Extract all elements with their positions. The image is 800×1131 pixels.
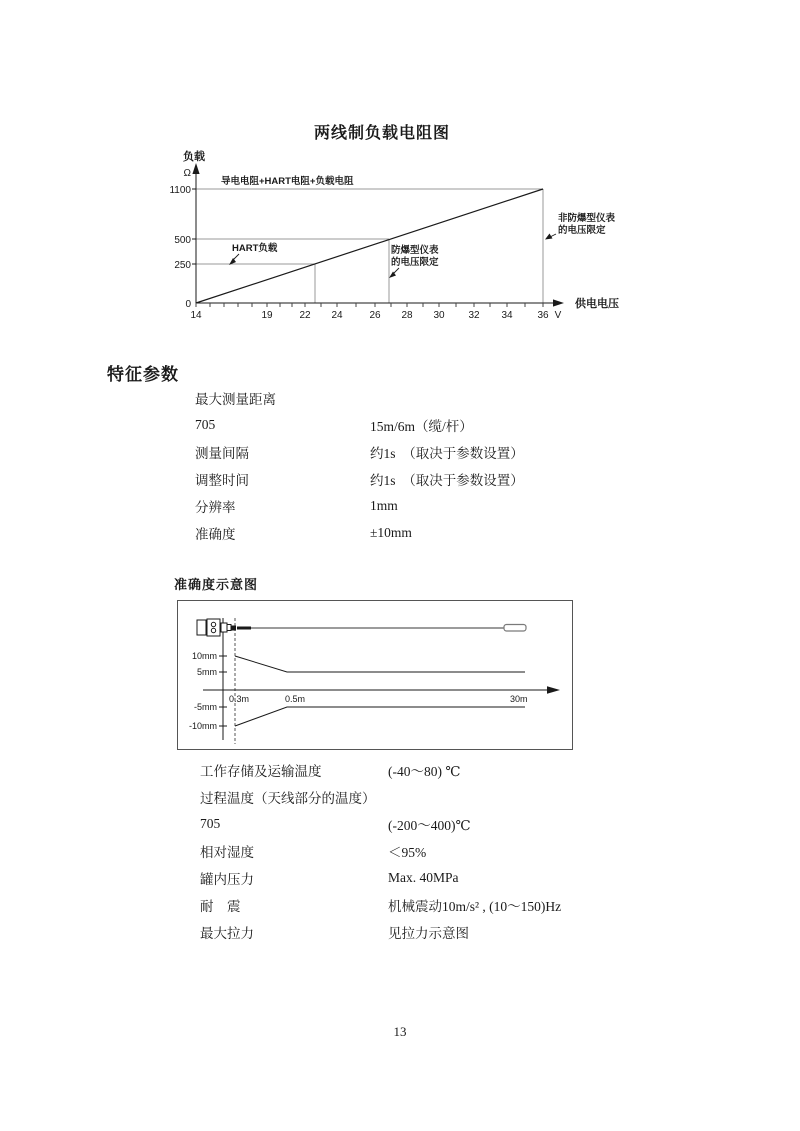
param-group-header: 最大测量距离 bbox=[195, 391, 276, 407]
x-axis-arrow bbox=[553, 299, 564, 306]
param-label: 测量间隔 bbox=[195, 445, 249, 461]
acc-y-label-m5: -5mm bbox=[194, 702, 217, 712]
x-tick-32: 32 bbox=[468, 310, 480, 321]
param-label: 相对湿度 bbox=[200, 844, 254, 860]
param-label: 705 bbox=[195, 416, 216, 432]
characteristic-params-table bbox=[195, 384, 615, 546]
table-row bbox=[200, 918, 630, 945]
environment-params-table bbox=[200, 756, 630, 945]
x-tick-19: 19 bbox=[261, 310, 273, 321]
accuracy-diagram-heading: 准确度示意图 bbox=[174, 577, 259, 592]
table-row bbox=[200, 891, 630, 918]
section-heading-characteristic-params: 特征参数 bbox=[107, 365, 179, 384]
param-value: 见拉力示意图 bbox=[388, 925, 469, 941]
top-line-annotation: 导电电阻+HART电阻+负载电阻 bbox=[221, 176, 354, 187]
param-value: 约1s （取决于参数设置） bbox=[370, 472, 524, 488]
table-row bbox=[195, 411, 615, 438]
cable-end-weight bbox=[504, 625, 526, 632]
x-tick-34: 34 bbox=[501, 310, 513, 321]
param-value: (-40～80) ℃ bbox=[388, 763, 461, 779]
y-tick-500: 500 bbox=[174, 235, 191, 246]
ex-limit-label-line1: 防爆型仪表 bbox=[391, 245, 439, 256]
param-value: ＜95% bbox=[388, 844, 427, 860]
acc-x-label-05m: 0.5m bbox=[285, 694, 306, 704]
accuracy-diagram-border bbox=[178, 601, 573, 750]
y-axis bbox=[192, 163, 200, 303]
param-label: 过程温度（天线部分的温度） bbox=[200, 790, 376, 806]
x-axis-ticks bbox=[196, 303, 543, 307]
y-tick-250: 250 bbox=[174, 260, 191, 271]
y-tick-0: 0 bbox=[185, 299, 191, 310]
accuracy-diagram bbox=[177, 600, 573, 750]
param-label: 最大拉力 bbox=[200, 925, 254, 941]
param-value: (-200～400)℃ bbox=[388, 817, 471, 833]
param-label: 分辨率 bbox=[195, 499, 236, 515]
x-tick-labels bbox=[190, 310, 561, 321]
param-label: 工作存储及运输温度 bbox=[200, 763, 322, 779]
ex-limit-annotation bbox=[389, 244, 439, 278]
acc-y-label-m10: -10mm bbox=[188, 721, 217, 731]
x-unit-label: V bbox=[554, 310, 562, 321]
y-axis-title: 负载 bbox=[183, 151, 205, 163]
y-axis-arrow bbox=[192, 163, 199, 174]
x-tick-14: 14 bbox=[190, 310, 202, 321]
param-value: ±10mm bbox=[370, 524, 412, 540]
table-row bbox=[200, 810, 630, 837]
load-resistance-chart bbox=[155, 145, 635, 340]
param-value: 1mm bbox=[370, 497, 398, 513]
table-row bbox=[200, 864, 630, 891]
table-row bbox=[200, 837, 630, 864]
non-ex-limit-annotation bbox=[545, 212, 616, 240]
acc-y-label-p10: 10mm bbox=[191, 651, 217, 661]
table-row bbox=[200, 756, 630, 783]
hart-load-label: HART负载 bbox=[232, 243, 278, 254]
x-tick-36: 36 bbox=[537, 310, 549, 321]
acc-x-label-30m: 30m bbox=[510, 694, 528, 704]
param-label: 705 bbox=[200, 815, 221, 831]
param-label: 准确度 bbox=[195, 526, 236, 542]
y-unit-label: Ω bbox=[183, 168, 191, 179]
table-row bbox=[200, 783, 630, 810]
x-axis bbox=[196, 299, 564, 307]
param-label: 调整时间 bbox=[195, 472, 249, 488]
page-number: 13 bbox=[393, 1024, 407, 1039]
non-ex-limit-label-line2: 的电压限定 bbox=[558, 225, 606, 236]
table-row bbox=[195, 384, 615, 411]
table-row bbox=[195, 519, 615, 546]
ex-limit-label-line2: 的电压限定 bbox=[391, 257, 439, 268]
x-tick-22: 22 bbox=[299, 310, 311, 321]
table-row bbox=[195, 438, 615, 465]
table-row bbox=[195, 465, 615, 492]
table-row bbox=[195, 492, 615, 519]
param-label: 耐 震 bbox=[200, 898, 241, 914]
param-label: 罐内压力 bbox=[200, 871, 254, 887]
x-axis-title: 供电电压 bbox=[575, 298, 619, 310]
non-ex-limit-label-line1: 非防爆型仪表 bbox=[558, 213, 616, 224]
param-value: 机械震动10m/s² , (10～150)Hz bbox=[388, 898, 562, 914]
y-tick-1100: 1100 bbox=[169, 185, 191, 196]
acc-x-label-03m: 0.3m bbox=[229, 694, 250, 704]
hart-load-annotation bbox=[229, 242, 278, 265]
load-chart-title: 两线制负载电阻图 bbox=[314, 125, 451, 142]
x-tick-24: 24 bbox=[331, 310, 343, 321]
x-tick-26: 26 bbox=[369, 310, 381, 321]
acc-y-label-p5: 5mm bbox=[197, 667, 217, 677]
param-value: Max. 40MPa bbox=[388, 869, 459, 885]
x-tick-30: 30 bbox=[433, 310, 445, 321]
x-tick-28: 28 bbox=[401, 310, 413, 321]
param-value: 15m/6m（缆/杆） bbox=[370, 418, 473, 434]
param-value: 约1s （取决于参数设置） bbox=[370, 445, 524, 461]
